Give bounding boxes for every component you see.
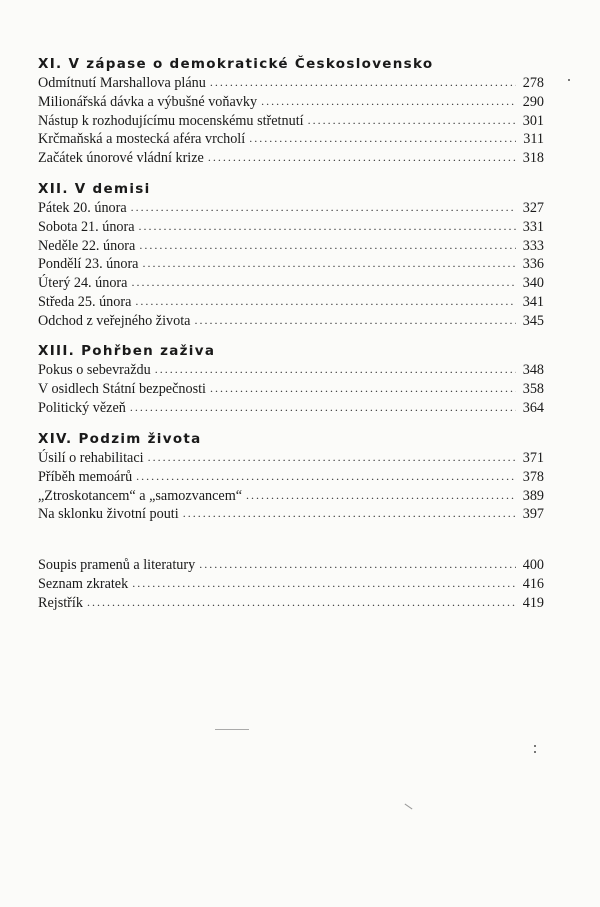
dot-leader: [199, 555, 516, 574]
entry-page: 378: [522, 468, 544, 485]
dot-leader: [194, 311, 516, 330]
scan-speck: [534, 745, 536, 747]
section-heading: XI. V zápase o demokratické Československo: [38, 56, 434, 72]
entry-page: 290: [522, 93, 544, 110]
toc-section-xiii: [38, 342, 544, 417]
toc-entry[interactable]: [38, 274, 544, 293]
dot-leader: [131, 273, 516, 292]
entry-title: Neděle 22. února: [38, 237, 136, 254]
dot-leader: [135, 292, 516, 311]
toc-entry[interactable]: [38, 380, 544, 399]
toc-entry[interactable]: [38, 199, 544, 218]
dot-leader: [249, 129, 516, 148]
entry-page: 318: [522, 150, 544, 167]
entry-title: Úterý 24. února: [38, 275, 128, 292]
toc-entry[interactable]: [38, 487, 544, 506]
toc-entry[interactable]: [38, 93, 544, 112]
section-heading: XIV. Podzim života: [38, 431, 202, 447]
dot-leader: [155, 360, 516, 379]
entry-page: 336: [522, 256, 544, 273]
section-heading: XII. V demisi: [38, 181, 151, 197]
entry-title: Na sklonku životní pouti: [38, 506, 179, 523]
dot-leader: [87, 593, 516, 612]
section-heading: XIII. Pohřben zaživa: [38, 343, 216, 359]
scan-mark: [215, 729, 249, 730]
dot-leader: [261, 92, 516, 111]
toc-entry[interactable]: [38, 449, 544, 468]
entry-page: 345: [522, 312, 544, 329]
toc-section-xi: [38, 55, 544, 168]
toc-entry[interactable]: [38, 399, 544, 418]
entry-title: Pátek 20. února: [38, 200, 127, 216]
dot-leader: [210, 379, 516, 398]
toc-entry[interactable]: [38, 312, 544, 331]
dot-leader: [208, 148, 516, 167]
toc-entry[interactable]: [38, 112, 544, 131]
toc-entry[interactable]: [38, 468, 544, 487]
toc-entry[interactable]: [38, 575, 544, 594]
entry-page: 331: [522, 218, 544, 235]
toc-entry[interactable]: [38, 237, 544, 256]
toc-section-xii: [38, 180, 544, 331]
scan-speck: [568, 79, 570, 81]
entry-page: 358: [522, 380, 544, 397]
entry-page: 389: [522, 487, 544, 504]
dot-leader: [139, 217, 516, 236]
toc-entry[interactable]: [38, 255, 544, 274]
scan-speck: [534, 751, 536, 753]
dot-leader: [142, 254, 516, 273]
toc-entry[interactable]: [38, 594, 544, 613]
dot-leader: [148, 448, 516, 467]
entry-page: 341: [522, 293, 544, 310]
dot-leader: [308, 111, 516, 130]
entry-title: Soupis pramenů a literatury: [38, 557, 196, 573]
toc-entry[interactable]: [38, 556, 544, 575]
entry-page: 364: [522, 399, 544, 416]
entry-page: 278: [522, 75, 544, 91]
dot-leader: [136, 467, 516, 486]
toc-entry[interactable]: [38, 361, 544, 380]
dot-leader: [131, 198, 516, 217]
toc-entry[interactable]: [38, 218, 544, 237]
toc-back-matter: [38, 556, 544, 612]
entry-title: Krčmaňská a mostecká aféra vrcholí: [38, 131, 246, 148]
entry-title: Odchod z veřejného života: [38, 312, 191, 329]
dot-leader: [139, 236, 516, 255]
entry-page: 419: [522, 594, 544, 611]
entry-title: Politický vězeň: [38, 399, 126, 416]
entry-page: 400: [522, 557, 544, 573]
toc-entry[interactable]: [38, 505, 544, 524]
entry-page: 327: [522, 200, 544, 216]
entry-page: 371: [522, 450, 544, 466]
entry-title: Příběh memoárů: [38, 468, 133, 485]
entry-title: Pokus o sebevraždu: [38, 362, 151, 378]
table-of-contents: [38, 0, 544, 907]
entry-title: „Ztroskotancem“ a „samozvancem“: [38, 487, 243, 504]
entry-title: Nástup k rozhodujícímu mocenskému střetnutí: [38, 112, 304, 129]
toc-entry[interactable]: [38, 130, 544, 149]
dot-leader: [130, 398, 516, 417]
entry-page: 348: [522, 362, 544, 378]
entry-title: Úsilí o rehabilitaci: [38, 450, 144, 466]
dot-leader: [132, 574, 516, 593]
entry-page: 397: [522, 506, 544, 523]
entry-title: Seznam zkratek: [38, 575, 129, 592]
toc-entry[interactable]: [38, 293, 544, 312]
entry-title: V osidlech Státní bezpečnosti: [38, 380, 206, 397]
entry-page: 333: [522, 237, 544, 254]
entry-title: Odmítnutí Marshallova plánu: [38, 75, 206, 91]
entry-title: Pondělí 23. února: [38, 256, 139, 273]
entry-title: Začátek únorové vládní krize: [38, 150, 204, 167]
toc-entry[interactable]: [38, 74, 544, 93]
entry-page: 311: [523, 131, 544, 148]
dot-leader: [246, 486, 516, 505]
entry-title: Sobota 21. února: [38, 218, 135, 235]
toc-section-xiv: [38, 430, 544, 524]
entry-title: Rejstřík: [38, 594, 83, 611]
toc-entry[interactable]: [38, 149, 544, 168]
dot-leader: [210, 73, 516, 92]
entry-page: 416: [522, 575, 544, 592]
entry-page: 301: [522, 112, 544, 129]
entry-title: Středa 25. února: [38, 293, 132, 310]
entry-title: Milionářská dávka a výbušné voňavky: [38, 93, 258, 110]
entry-page: 340: [522, 275, 544, 292]
dot-leader: [183, 504, 516, 523]
